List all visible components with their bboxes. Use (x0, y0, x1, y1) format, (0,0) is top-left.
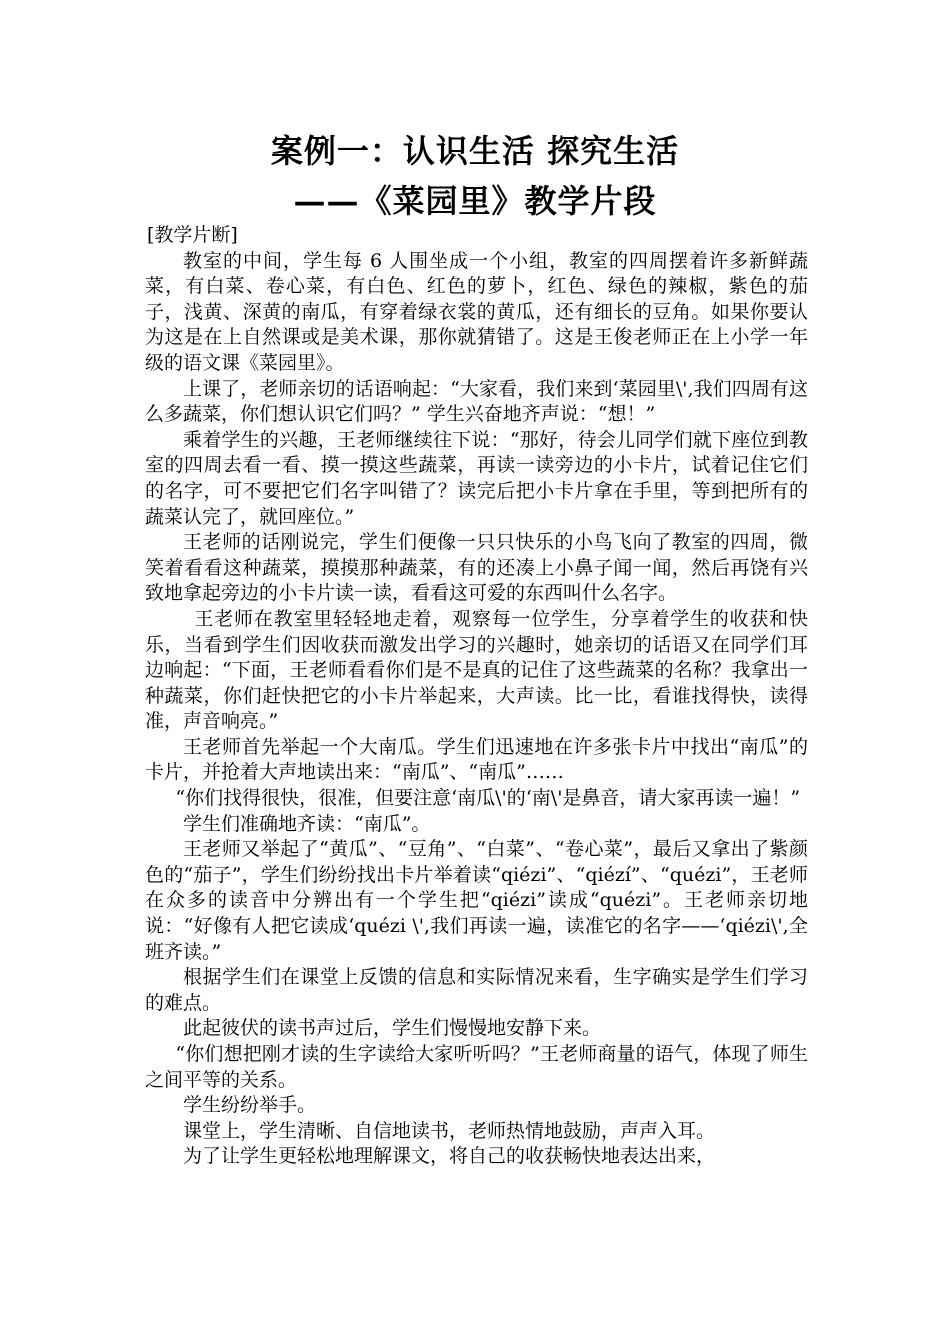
paragraph: 王老师在教室里轻轻地走着，观察每一位学生，分享着学生的收获和快乐，当看到学生们因收获而激发出学习的兴趣时，她亲切的话语又在同学们耳边响起：“下面，王老师看看你们是不是真的记住了这些蔬菜的名称？我拿出一种蔬菜，你们赶快把它的小卡片举起来，大声读。比一比，看谁找得快，读得准，声音响亮。” (145, 607, 808, 733)
paragraph: 王老师的话刚说完，学生们便像一只只快乐的小鸟飞向了教室的四周，微笑着看看这种蔬菜，摸摸那种蔬菜，有的还凑上小鼻子闻一闻，然后再饶有兴致地拿起旁边的小卡片读一读，看看这可爱的东西叫什么名字。 (145, 531, 808, 605)
paragraph: 为了让学生更轻松地理解课文，将自己的收获畅快地表达出来， (183, 1145, 716, 1168)
paragraph: “你们想把刚才读的生字读给大家听听吗？”王老师商量的语气，体现了师生之间平等的关系。 (145, 1043, 808, 1091)
paragraph: 王老师首先举起一个大南瓜。学生们迅速地在许多张卡片中找出“南瓜”的卡片，并抢着大声地读出来：“南瓜”、“南瓜”…… (145, 735, 808, 784)
paragraph: 学生们准确地齐读：“南瓜”。 (183, 812, 431, 835)
paragraph: 课堂上，学生清晰、自信地读书，老师热情地鼓励，声声入耳。 (183, 1119, 716, 1142)
title-line-2: ——《菜园里》教学片段 (293, 182, 657, 220)
paragraph: 此起彼伏的读书声过后，学生们慢慢地安静下来。 (183, 1017, 602, 1040)
title-line-1: 案例一：认识生活 探究生活 (270, 132, 680, 170)
paragraph: 教室的中间，学生每 6 人围坐成一个小组，教室的四周摆着许多新鲜蔬菜，有白菜、卷心菜，有白色、红色的萝卜，红色、绿色的辣椒，紫色的茄子，浅黄、深黄的南瓜，有穿着绿衣裳的黄瓜，还有细长的豆角。如果你要认为这是在上自然课或是美术课，那你就猜错了。这是王俊老师正在上小学一年级的语文课《菜园里》。 (145, 249, 808, 374)
section-label: [教学片断] (147, 224, 238, 246)
paragraph: 学生纷纷举手。 (183, 1094, 317, 1117)
document-body (145, 223, 808, 1170)
paragraph: “你们找得很快，很准，但要注意‘南瓜\'的‘南\'是鼻音，请大家再读一遍！” (175, 787, 801, 810)
paragraph: 王老师又举起了“黄瓜”、“豆角”、“白菜”、“卷心菜”，最后又拿出了紫颜色的“茄子”，学生们纷纷找出卡片举着读“qiézi”、“qiézí”、“quézi”，王老师在众多的读音中分辨出有一个学生把“qiézi”读成“quézi”。王老师亲切地说：“好像有人把它读成‘quézi \',我们再读一遍，读准它的名字——‘qiézi\',全班齐读。” (145, 838, 808, 963)
paragraph: 根据学生们在课堂上反馈的信息和实际情况来看，生字确实是学生们学习的难点。 (145, 966, 808, 1014)
paragraph: 乘着学生的兴趣，王老师继续往下说：“那好，待会儿同学们就下座位到教室的四周去看一看、摸一摸这些蔬菜，再读一读旁边的小卡片，试着记住它们的名字，可不要把它们名字叫错了？读完后把小卡片拿在手里，等到把所有的蔬菜认完了，就回座位。” (145, 428, 808, 528)
paragraph: 上课了，老师亲切的话语响起：“大家看，我们来到‘菜园里\',我们四周有这么多蔬菜，你们想认识它们吗？” 学生兴奋地齐声说：“想！” (145, 377, 808, 426)
